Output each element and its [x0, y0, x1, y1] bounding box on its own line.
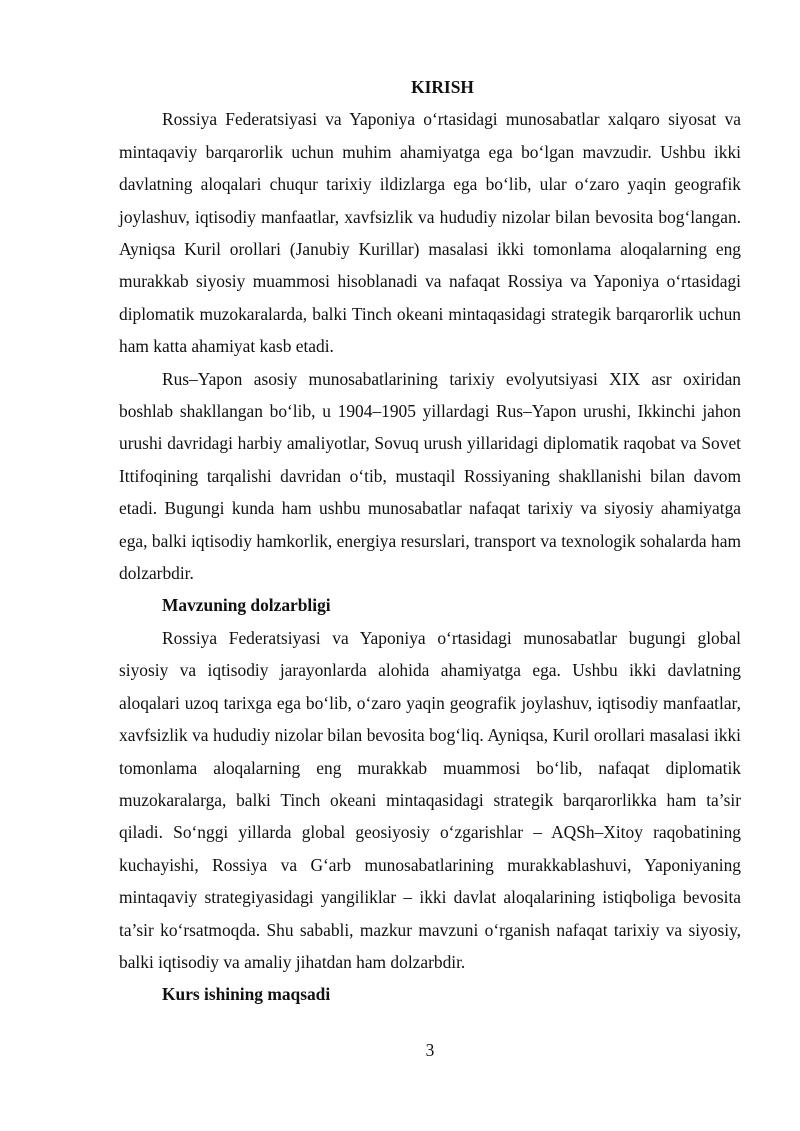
page-title: KIRISH	[411, 77, 474, 97]
section-heading-relevance: Mavzuning dolzarbligi	[162, 595, 331, 616]
page-number: 3	[425, 1040, 435, 1060]
page-content	[119, 71, 741, 1011]
intro-paragraph-1: Rossiya Federatsiyasi va Yaponiya o‘rtasidagi munosabatlar xalqaro siyosat va mintaqaviy barqarorlik uchun muhim ahamiyatga ega bo‘lgan mavzudir. Ushbu ikki davlatning aloqalari chuqur tarixiy ildizlarga ega bo‘lib, ular o‘zaro yaqin geografik joylashuv, iqtisodiy manfaatlar, xavfsizlik va hududiy nizolar bilan bevosita bog‘langan. Ayniqsa Kuril orollari (Janubiy Kurillar) masalasi ikki tomonlama aloqalarning eng murakkab siyosiy muammosi hisoblanadi va nafaqat Rossiya va Yaponiya o‘rtasidagi diplomatik muzokaralarda, balki Tinch okeani mintaqasidagi strategik barqarorlik uchun ham katta ahamiyat kasb etadi.	[119, 109, 741, 357]
intro-paragraph-2: Rus–Yapon asosiy munosabatlarining tarixiy evolyutsiyasi XIX asr oxiridan boshlab shakllangan bo‘lib, u 1904–1905 yillardagi Rus–Yapon urushi, Ikkinchi jahon urushi davridagi harbiy amaliyotlar, Sovuq urush yillaridagi diplomatik raqobat va Sovet Ittifoqining tarqalishi davridan o‘tib, mustaqil Rossiyaning shakllanishi bilan davom etadi. Bugungi kunda ham ushbu munosabatlar nafaqat tarixiy va siyosiy ahamiyatga ega, balki iqtisodiy hamkorlik, energiya resurslari, transport va texnologik sohalarda ham dolzarbdir.	[119, 368, 741, 584]
relevance-paragraph: Rossiya Federatsiyasi va Yaponiya o‘rtasidagi munosabatlar bugungi global siyosiy va iqtisodiy jarayonlarda alohida ahamiyatga ega. Ushbu ikki davlatning aloqalari uzoq tarixga ega bo‘lib, o‘zaro yaqin geografik joylashuv, iqtisodiy manfaatlar, xavfsizlik va hududiy nizolar bilan bevosita bog‘liq. Ayniqsa, Kuril orollari masalasi ikki tomonlama aloqalarning eng murakkab muammosi bo‘lib, nafaqat diplomatik muzokaralarga, balki Tinch okeani mintaqasidagi strategik barqarorlikka ham ta’sir qiladi. So‘nggi yillarda global geosiyosiy o‘zgarishlar – AQSh–Xitoy raqobatining kuchayishi, Rossiya va G‘arb munosabatlarining murakkablashuvi, Yaponiyaning mintaqaviy strategiyasidagi yangiliklar – ikki davlat aloqalarining istiqboliga bevosita ta’sir ko‘rsatmoqda. Shu sababli, mazkur mavzuni o‘rganish nafaqat tarixiy va siyosiy, balki iqtisodiy va amaliy jihatdan ham dolzarbdir.	[119, 627, 741, 972]
section-heading-goal: Kurs ishining maqsadi	[162, 984, 331, 1005]
